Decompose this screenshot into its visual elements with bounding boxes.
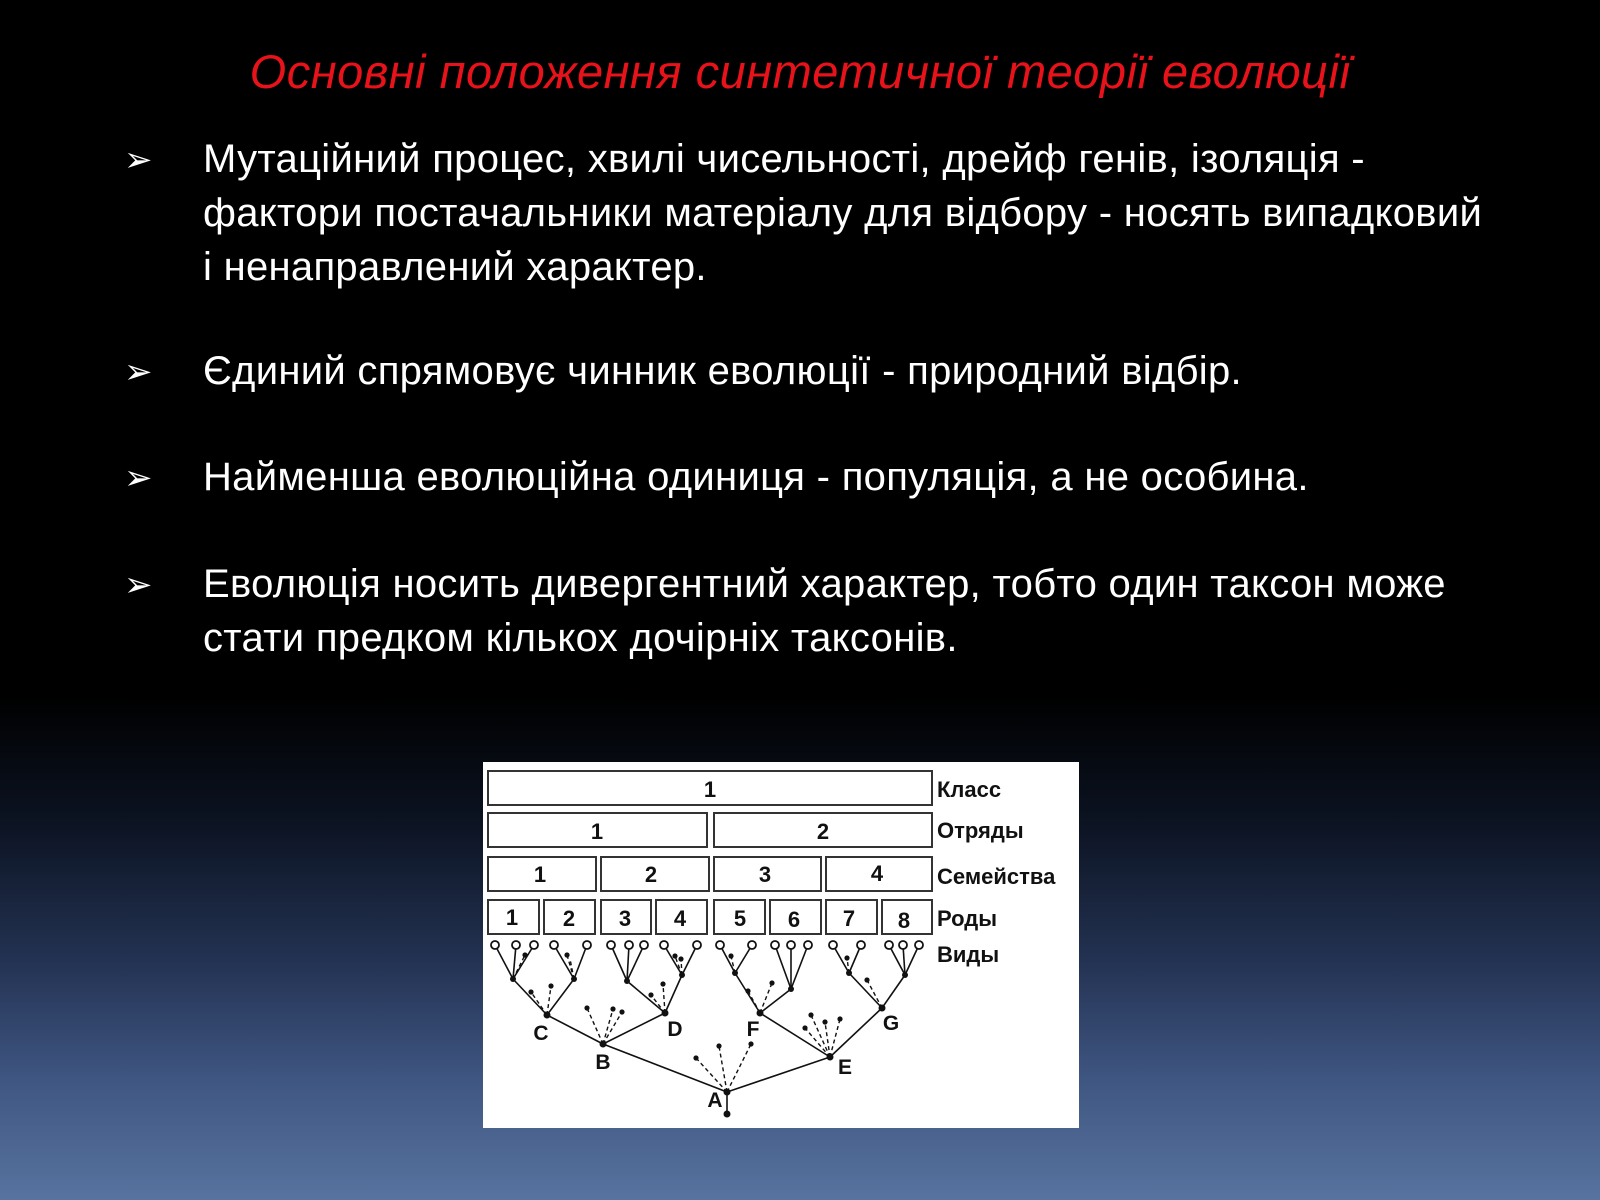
genus-box-label: 8: [897, 908, 911, 933]
order-box-label: 2: [816, 819, 830, 844]
genus-box-label: 6: [787, 907, 801, 932]
rank-label-species: Виды: [937, 942, 1000, 967]
rank-label-genera: Роды: [937, 906, 998, 931]
node-label-c: C: [533, 1022, 549, 1045]
node-label-e: E: [837, 1056, 853, 1079]
node-dot: [879, 1005, 886, 1012]
node-dot: [757, 1010, 764, 1017]
rank-label-orders: Отряды: [937, 818, 1024, 843]
node-dot: [732, 970, 738, 976]
node-dot: [624, 978, 630, 984]
class-box-label: 1: [703, 777, 717, 802]
node-dot: [571, 976, 577, 982]
slide-title: Основні положення синтетичної теорії еволюції: [249, 45, 1351, 98]
node-dot: [510, 976, 516, 982]
arrow-bullet-icon: ➢: [124, 140, 153, 180]
genus-box-label: 1: [505, 905, 519, 930]
node-dot: [846, 970, 852, 976]
genus-box-label: 5: [733, 906, 747, 931]
node-dot: [724, 1089, 731, 1096]
arrow-bullet-icon: ➢: [124, 458, 153, 498]
node-label-f: F: [746, 1018, 760, 1041]
taxonomy-diagram: [483, 762, 1079, 1128]
family-box-label: 1: [533, 862, 547, 887]
genus-box-label: 4: [673, 906, 687, 931]
rank-label-class: Класс: [937, 777, 1002, 802]
bullet-text-4: Еволюція носить дивергентний характер, тобто один таксон може стати предком кількох дочірніх таксонів.: [203, 562, 1446, 660]
species-circles: [491, 941, 923, 949]
order-box-label: 1: [590, 819, 604, 844]
genus-box-label: 3: [618, 906, 632, 931]
rank-label-families: Семейства: [937, 864, 1056, 889]
node-dot: [544, 1012, 551, 1019]
bullet-text-2: Єдиний спрямовує чинник еволюції - природний відбір.: [203, 349, 1242, 393]
node-dot: [600, 1041, 607, 1048]
node-dot: [788, 986, 794, 992]
node-dot: [902, 972, 908, 978]
node-dot: [724, 1111, 731, 1118]
node-label-d: D: [667, 1018, 683, 1041]
arrow-bullet-icon: ➢: [124, 352, 153, 392]
family-box-label: 4: [870, 861, 884, 886]
bullet-text-3: Найменша еволюційна одиниця - популяція, а не особина.: [203, 455, 1309, 499]
family-box-label: 3: [758, 862, 772, 887]
taxonomy-svg: [483, 762, 1079, 1128]
node-label-a: A: [707, 1089, 723, 1112]
node-label-b: B: [595, 1051, 611, 1074]
node-dot: [662, 1010, 669, 1017]
genus-box-label: 7: [842, 906, 856, 931]
node-dot: [679, 972, 685, 978]
bullet-text-1: Мутаційний процес, хвилі чисельності, дрейф генів, ізоляція - фактори постачальники матеріалу для відбору - носять випадковий і ненаправлений характер.: [203, 137, 1483, 289]
family-box-label: 2: [644, 862, 658, 887]
node-label-g: G: [882, 1012, 900, 1035]
genus-box-label: 2: [562, 906, 576, 931]
node-dot: [827, 1054, 834, 1061]
arrow-bullet-icon: ➢: [124, 565, 153, 605]
